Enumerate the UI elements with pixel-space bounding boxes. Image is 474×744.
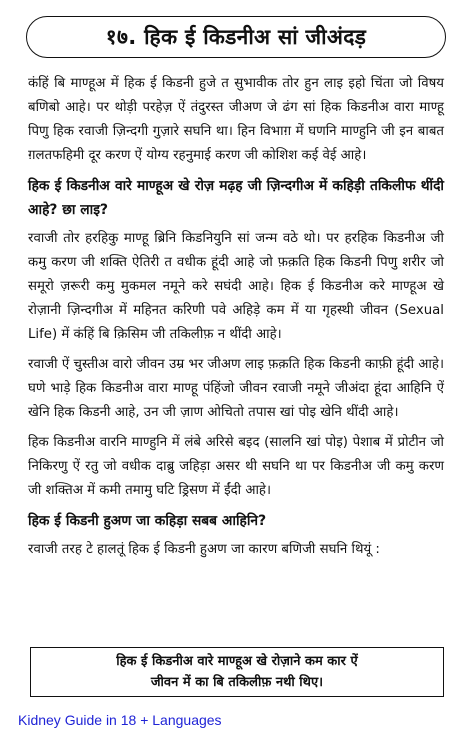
question-heading-2: हिक ई किडनी हुअण जा कहिड़ा सबब आहिनि?: [28, 513, 267, 529]
question-heading-1: हिक ई किडनीअ वारे माण्हूअ खे रोज़ मढ़ह जी ज़िन्दगीअ में कहिड़ी तकिलीफ थींदी आहे? छा लाइ?: [28, 178, 444, 218]
answer-paragraph-3: हिक किडनीअ वारनि माण्हुनि में लंबे अरिसे बइद (सालनि खां पोइ) पेशाब में प्रोटीन जो निकिरणु ऐं रतु जो वधीक दाब्रु जहिड़ा असर थी सघनि था पर किडनीअ जी कमु करण जी शक्तिअ में कमी तमामु घटि ड्रिसण में ईंदी आहे।: [28, 435, 444, 498]
note-line-1: हिक ई किडनीअ वारे माण्हूअ खे रोज़ाने कम कार ऐं: [116, 654, 358, 669]
intro-paragraph: कंहिं बि माण्हूअ में हिक ई किडनी हुजे त सुभावीक तोर हुन लाइ इहो चिंता जो विषय बणिबो आहे। पर थोड़ी परहेज़ ऐं तंदुरस्त जीअण जे ढंग सां हिक किडनीअ वारा माण्हू पिणु हिक रवाजी ज़िन्दगी गुज़ारे सघनि था। हिन विभाग़ में घणनि माण्हुनि जी इन बाबत ग़लतफहिमी दूर करण ऐं योग्य रहनुमाई करण जी कोशिश कई वेई आहे।: [28, 76, 444, 163]
highlight-note-box: [30, 647, 444, 697]
section-title: [26, 16, 446, 58]
section-title-text: १७. हिक ई किडनीअ सां जीअंदड़: [105, 25, 367, 49]
answer-paragraph-1: रवाजी तोर हरहिकु माण्हू ब्रिनि किडनियुनि सां जन्म वठे थो। पर हरहिक किडनीअ जी कमु करण जी शक्ति ऐतिरी त वधीक हूंदी आहे जो फ़क़ति हिक किडनी पिणु शरीर जो समूरो ज़रूरी कमु मुकमल नमूने करे सघंदी आहे। हिक ई किडनीअ करे माण्हूअ खे रोज़ानी ज़िन्दगीअ में महिनत करिणी पवे अहिड़े कम में या गृहस्थी जीवन (Sexual Life) में कंहिं बि क़िसिम जी तकिलीफ़ न थींदी आहे।: [28, 231, 444, 342]
answer-paragraph-4: रवाजी तरह टे हालतूं हिक ई किडनी हुअण जा कारण बणिजी सघनि थियूं :: [28, 542, 380, 557]
answer-paragraph-2: रवाजी ऐं चुस्तीअ वारो जीवन उम्र भर जीअण लाइ फ़क़ति हिक किडनी काफ़ी हूंदी आहे। घणे भाड़े हिक किडनीअ वारा माण्हू पंहिंजो जीवन रवाजी नमूने जीअंदा हूंदा आहिनि ऐं खेनि हिक किडनी आहे, उन जी ज़ाण ओचितो तपास खां पोइ खेनि थींदी आहे।: [28, 357, 444, 420]
footer-link[interactable]: Kidney Guide in 18 + Languages: [18, 712, 222, 728]
note-line-2: जीवन में का बि तकिलीफ़ नथी थिए।: [150, 675, 324, 690]
article-body: [28, 72, 444, 568]
